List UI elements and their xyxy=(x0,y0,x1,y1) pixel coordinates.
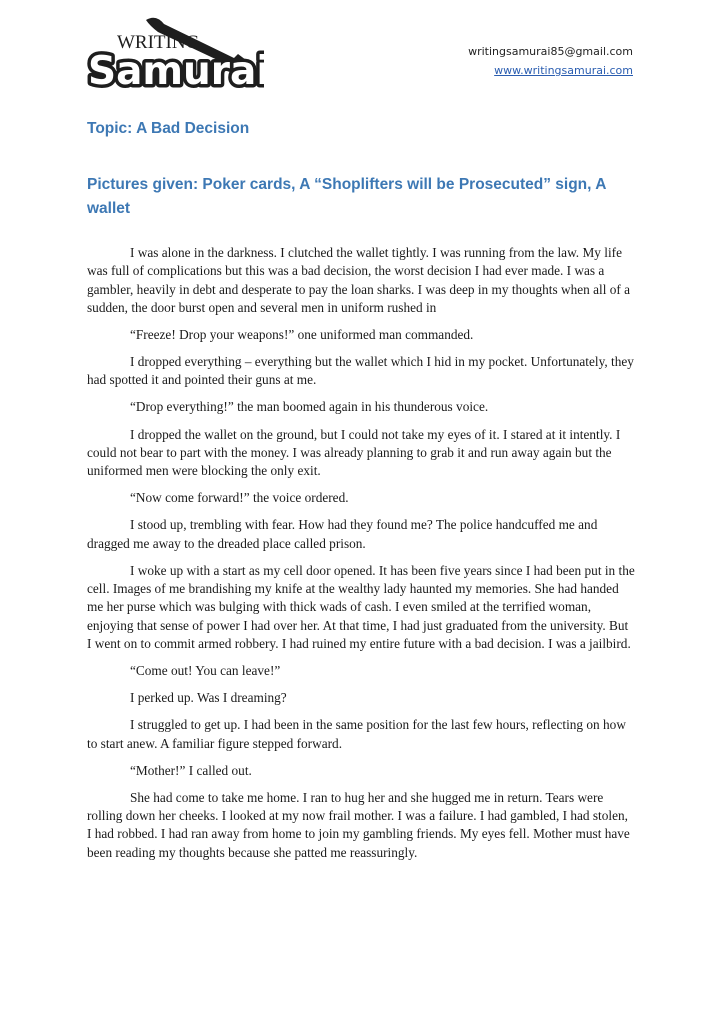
paragraph: I dropped everything – everything but the wallet which I hid in my pocket. Unfortunately, they had spotted it and pointed their guns at me. xyxy=(87,354,634,388)
paragraph: I woke up with a start as my cell door opened. It has been five years since I had been put in the cell. Images of me brandishing my knife at the wealthy lady haunted my memories. She had handed me her purse which was bulging with thick wads of cash. I even smiled at the terrified woman, enjoying that sense of power I had over her. At that time, I had just graduated from the university. But I went on to commit armed robbery. I had ruined my entire future with a bad decision. I was a jailbird. xyxy=(87,562,635,651)
paragraph: “Mother!” I called out. xyxy=(130,762,252,778)
paragraph: I dropped the wallet on the ground, but I could not take my eyes of it. I stared at it intently. I could not bear to part with the money. I was already planning to grab it and run away again but the uniformed men were blocking the only exit. xyxy=(87,426,621,479)
contact-info xyxy=(468,42,633,80)
logo-text-top: WRITING xyxy=(117,32,200,53)
topic-heading: Topic: A Bad Decision xyxy=(87,120,250,137)
pictures-given-heading: Pictures given: Poker cards, A “Shoplifters will be Prosecuted” sign, A wallet xyxy=(87,176,606,217)
logo-text-bottom: Samurai xyxy=(88,49,264,94)
story-body xyxy=(87,244,635,871)
contact-website-link[interactable]: www.writingsamurai.com xyxy=(494,64,633,77)
paragraph: I perked up. Was I dreaming? xyxy=(130,690,287,706)
paragraph: She had come to take me home. I ran to hug her and she hugged me in return. Tears were rolling down her cheeks. I looked at my now frail mother. I was a failure. I had gambled, I had stolen, I had robbed. I had ran away from home to join my gambling friends. My eyes fell. Mother must have been reading my thoughts because she patted me reassuringly. xyxy=(87,789,630,860)
paragraph: “Come out! You can leave!” xyxy=(130,663,281,679)
paragraph: “Drop everything!” the man boomed again in his thunderous voice. xyxy=(130,399,489,415)
writing-samurai-logo xyxy=(84,12,264,94)
paragraph: I stood up, trembling with fear. How had they found me? The police handcuffed me and dragged me away to the dreaded place called prison. xyxy=(87,517,598,551)
paragraph: “Now come forward!” the voice ordered. xyxy=(130,490,349,506)
contact-email[interactable]: writingsamurai85@gmail.com xyxy=(468,45,633,58)
paragraph: I was alone in the darkness. I clutched the wallet tightly. I was running from the law. My life was full of complications but this was a bad decision, the worst decision I had ever made. I was a gambler, heavily in debt and desperate to pay the loan sharks. I was deep in my thoughts when all of a sudden, the door burst open and several men in uniform rushed in xyxy=(87,245,631,315)
paragraph: “Freeze! Drop your weapons!” one uniformed man commanded. xyxy=(130,326,474,342)
paragraph: I struggled to get up. I had been in the same position for the last few hours, reflecting on how to start anew. A familiar figure stepped forward. xyxy=(87,717,626,751)
sword-logo-icon xyxy=(84,12,264,94)
